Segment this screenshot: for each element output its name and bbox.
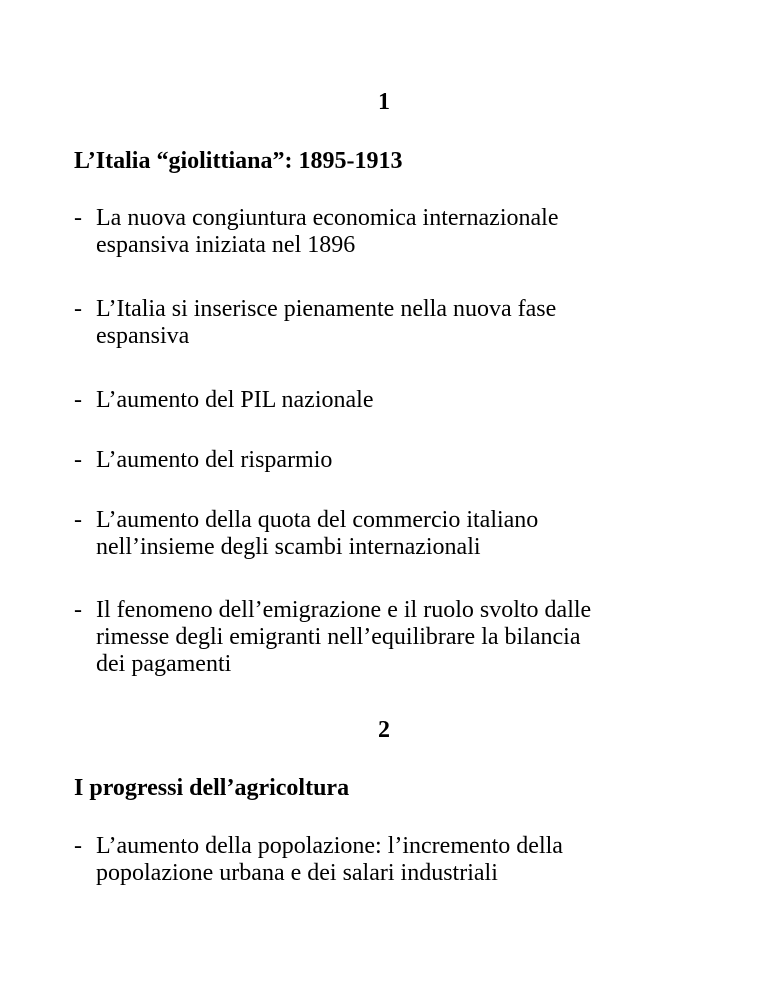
section-number: 2 <box>378 717 390 743</box>
list-item-text: La nuova congiuntura economica internazionale espansiva iniziata nel 1896 <box>96 205 559 258</box>
section-title: I progressi dell’agricoltura <box>74 775 350 801</box>
list-item-text: L’aumento della popolazione: l’incremento della popolazione urbana e dei salari industriali <box>96 833 563 886</box>
list-item <box>74 833 714 887</box>
list-item <box>74 507 714 561</box>
list-item <box>74 447 714 474</box>
bullet-dash: - <box>74 597 82 623</box>
section-title: L’Italia “giolittiana”: 1895-1913 <box>74 148 403 174</box>
list-item <box>74 597 714 678</box>
bullet-dash: - <box>74 507 82 533</box>
bullet-dash: - <box>74 833 82 859</box>
list-item-text: L’aumento del risparmio <box>96 447 333 473</box>
bullet-dash: - <box>74 387 82 413</box>
list-item-text: L’aumento della quota del commercio italiano nell’insieme degli scambi internazionali <box>96 507 539 560</box>
bullet-dash: - <box>74 296 82 322</box>
list-item <box>74 296 714 350</box>
section-number: 1 <box>378 89 390 115</box>
list-item <box>74 387 714 414</box>
list-item-text: L’Italia si inserisce pienamente nella nuova fase espansiva <box>96 296 557 349</box>
bullet-dash: - <box>74 205 82 231</box>
list-item-text: L’aumento del PIL nazionale <box>96 387 374 413</box>
list-item <box>74 205 714 259</box>
list-item-text: Il fenomeno dell’emigrazione e il ruolo svolto dalle rimesse degli emigranti nell’equilibrare la bilancia dei pagamenti <box>96 597 592 677</box>
bullet-dash: - <box>74 447 82 473</box>
